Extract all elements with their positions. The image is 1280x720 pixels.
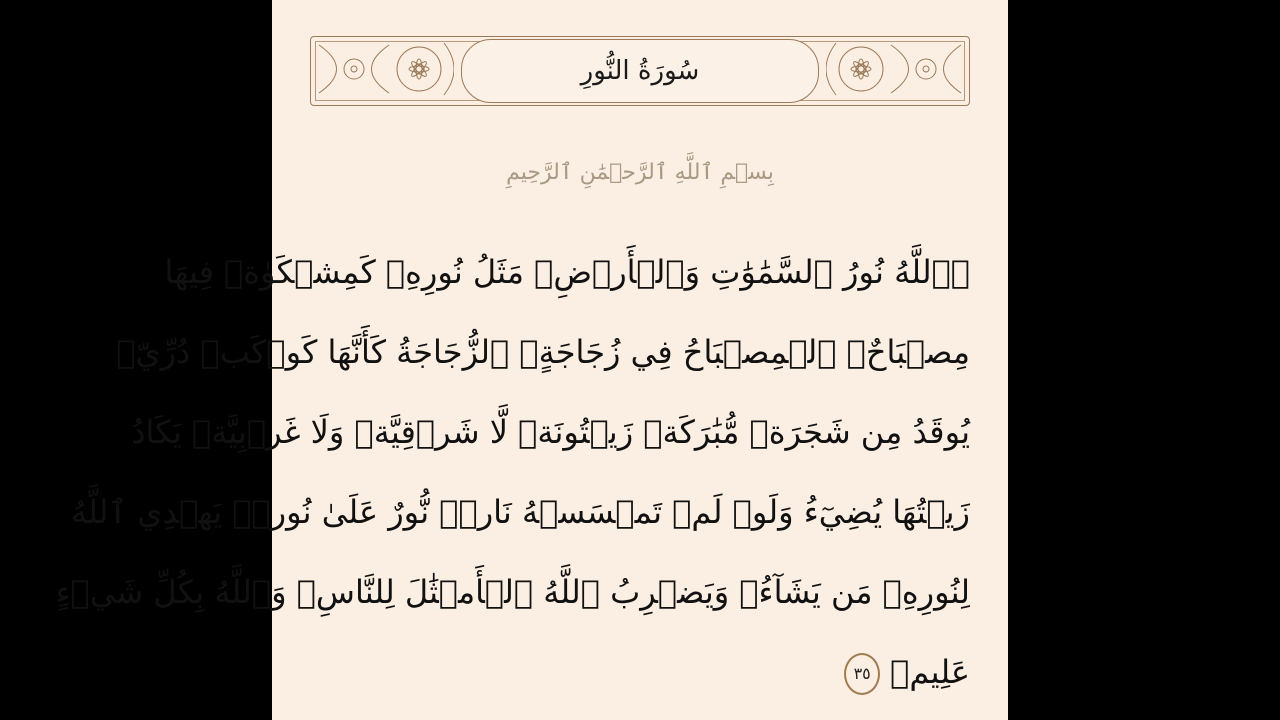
- verse-text: [55, 232, 970, 712]
- verse-line: لِنُورِهِۦ مَن يَشَآءُۚ وَيَضۡرِبُ ٱللَّهُ ٱلۡأَمۡثَٰلَ لِلنَّاسِۗ وَٱللَّهُ بِكُلِّ شَيۡءٍ: [55, 573, 970, 611]
- mushaf-page: [55, 0, 1008, 720]
- surah-header: [310, 36, 970, 106]
- verse-line: عَلِيمٞ: [890, 653, 970, 691]
- verse-line-last: [330, 632, 970, 712]
- verse-line: زَيۡتُهَا يُضِيٓءُ وَلَوۡ لَمۡ تَمۡسَسۡهُ نَارٞۚ نُّورٌ عَلَىٰ نُورٖۚ يَهۡدِي ٱللَّهُ: [70, 493, 970, 531]
- verse-line: يُوقَدُ مِن شَجَرَةٖ مُّبَٰرَكَةٖ زَيۡتُونَةٖ لَّا شَرۡقِيَّةٖ وَلَا غَرۡبِيَّةٖ يَكَادُ: [131, 413, 970, 451]
- surah-title-box: [461, 39, 819, 103]
- surah-title: سُورَةُ النُّورِ: [580, 56, 700, 86]
- verse-line: ۞ٱللَّهُ نُورُ ٱلسَّمَٰوَٰتِ وَٱلۡأَرۡضِۚ مَثَلُ نُورِهِۦ كَمِشۡكَوٰةٖ فِيهَا: [164, 253, 970, 291]
- verse-line: مِصۡبَاحٌۖ ٱلۡمِصۡبَاحُ فِي زُجَاجَةٍۖ ٱلزُّجَاجَةُ كَأَنَّهَا كَوۡكَبٞ دُرِّيّٞ: [116, 333, 970, 371]
- verse-number-marker: ٣٥: [844, 653, 880, 695]
- ornament-left-icon: [314, 40, 454, 98]
- ornament-right-icon: [826, 40, 966, 98]
- basmala: بِسۡمِ ٱللَّهِ ٱلرَّحۡمَٰنِ ٱلرَّحِيمِ: [506, 160, 774, 185]
